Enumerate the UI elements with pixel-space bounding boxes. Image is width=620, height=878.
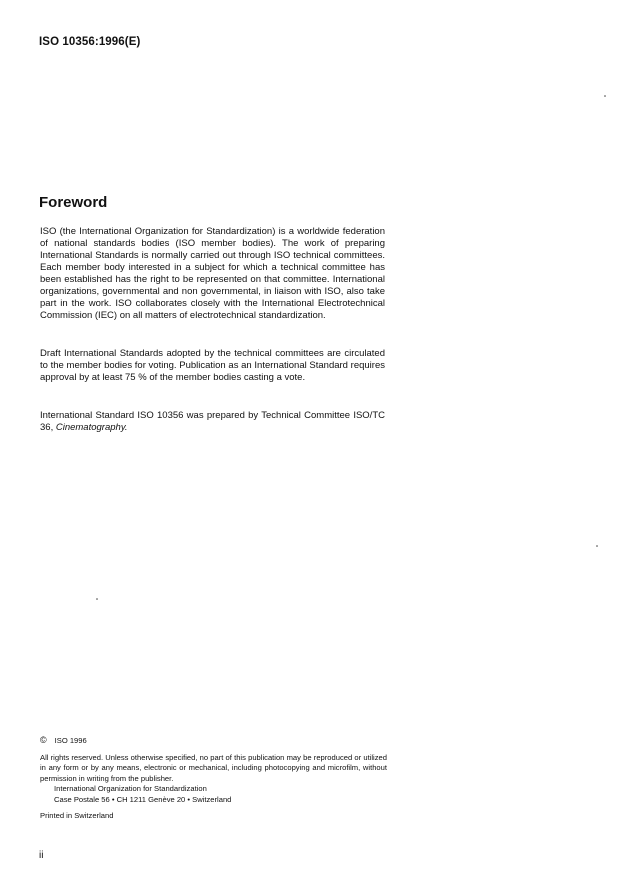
scan-speck xyxy=(96,598,98,600)
document-id: ISO 10356:1996(E) xyxy=(39,36,141,48)
foreword-paragraph-3 xyxy=(40,410,385,434)
organization-name: International Organization for Standardization xyxy=(54,784,207,793)
printed-in: Printed in Switzerland xyxy=(40,811,114,820)
copyright-line xyxy=(40,735,387,747)
committee-name: Cinematography. xyxy=(55,422,128,433)
foreword-title: Foreword xyxy=(39,194,108,211)
scan-speck xyxy=(596,545,598,547)
scan-speck xyxy=(604,95,606,97)
copyright-block xyxy=(40,735,387,822)
organization-address: Case Postale 56 • CH 1211 Genève 20 • Switzerland xyxy=(54,794,232,804)
foreword-paragraph-2: Draft International Standards adopted by the technical committees are circulated to the member bodies for voting. Publication as an International Standard requires approval by at least 75 % of the member bodies casting a vote. xyxy=(40,348,385,383)
rights-statement: All rights reserved. Unless otherwise specified, no part of this publication may be reproduced or utilized in any form or by any means, electronic or mechanical, including photocopying and microfilm, without permission in writing from the publisher. xyxy=(40,752,387,783)
copyright-icon: © xyxy=(40,735,47,745)
copyright-notice: ISO 1996 xyxy=(54,736,87,745)
page-number: ii xyxy=(39,850,44,861)
foreword-paragraph-1: ISO (the International Organization for Standardization) is a worldwide federation of national standards bodies (ISO member bodies). The work of preparing International Standards is normally carried out through ISO technical committees. Each member body interested in a subject for which a technical committee has been established has the right to be represented on that committee. International organizations, governmental and non governmental, in liaison with ISO, also take part in the work. ISO collaborates closely with the International Electrotechnical Commission (IEC) on all matters of electrotechnical standardization. xyxy=(40,226,385,321)
foreword-paragraph-3-text: International Standard ISO 10356 was prepared by Technical Committee ISO/TC 36, xyxy=(40,410,385,433)
